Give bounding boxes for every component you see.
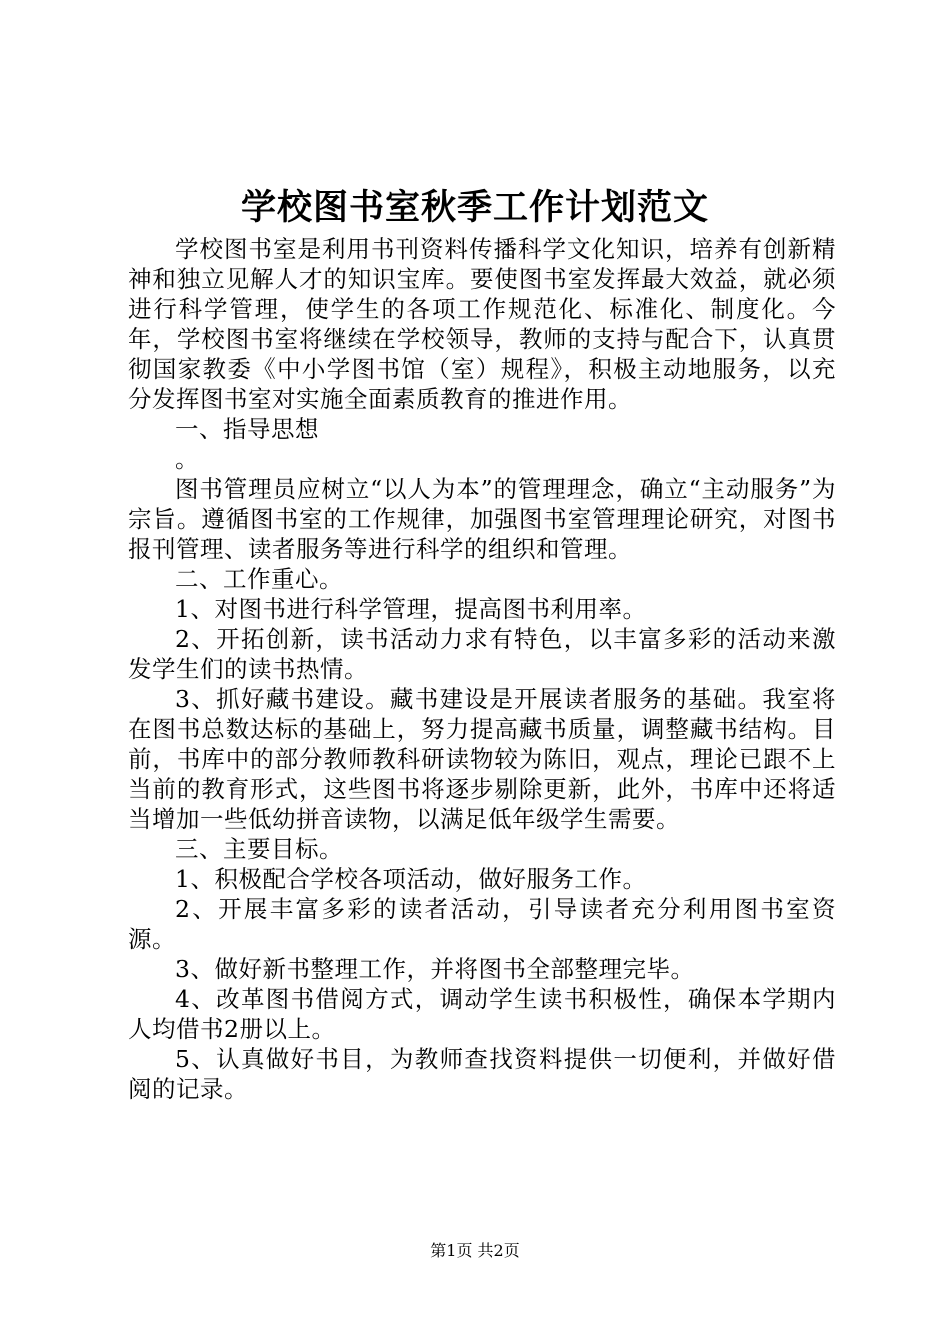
heading-main-goals: 三、主要目标。 (175, 835, 343, 863)
page-number-footer: 第1页 共2页 (430, 1241, 520, 1260)
list-item-goal-2: 2、开展丰富多彩的读者活动，引导读者充分利用图书室资源。 (128, 895, 836, 953)
list-item-focus-1: 1、对图书进行科学管理，提高图书利用率。 (175, 595, 647, 623)
paragraph-intro: 学校图书室是利用书刊资料传播科学文化知识，培养有创新精神和独立见解人才的知识宝库。要使图书室发挥最大效益，就必须进行科学管理，使学生的各项工作规范化、标准化、制度化。今年，学校图书室将继续在学校领导，教师的支持与配合下，认真贯彻国家教委《中小学图书馆（室）规程》，积极主动地服务，以充分发挥图书室对实施全面素质教育的推进作用。 (128, 235, 836, 413)
document-title: 学校图书室秋季工作计划范文 (240, 187, 709, 228)
list-item-goal-3: 3、做好新书整理工作，并将图书全部整理完毕。 (175, 955, 695, 983)
list-item-goal-5: 5、认真做好书目，为教师查找资料提供一切便利，并做好借阅的记录。 (128, 1045, 836, 1103)
document-body (128, 234, 836, 1104)
paragraph-management-philosophy: 图书管理员应树立“以人为本”的管理理念，确立“主动服务”为宗旨。遵循图书室的工作规律，加强图书室管理理论研究，对图书报刊管理、读者服务等进行科学的组织和管理。 (128, 475, 836, 563)
heading-guiding-thought: 一、指导思想 (175, 415, 319, 443)
list-item-goal-4: 4、改革图书借阅方式，调动学生读书积极性，确保本学期内人均借书2册以上。 (128, 985, 836, 1043)
paragraph-period: 。 (175, 445, 199, 473)
list-item-focus-2: 2、开拓创新，读书活动力求有特色，以丰富多彩的活动来激发学生们的读书热情。 (128, 625, 836, 683)
list-item-goal-1: 1、积极配合学校各项活动，做好服务工作。 (175, 865, 647, 893)
list-item-focus-3: 3、抓好藏书建设。藏书建设是开展读者服务的基础。我室将在图书总数达标的基础上，努力提高藏书质量，调整藏书结构。目前，书库中的部分教师教科研读物较为陈旧，观点，理论已跟不上当前的教育形式，这些图书将逐步剔除更新，此外，书库中还将适当增加一些低幼拼音读物，以满足低年级学生需要。 (128, 685, 836, 833)
heading-work-focus: 二、工作重心。 (175, 565, 343, 593)
